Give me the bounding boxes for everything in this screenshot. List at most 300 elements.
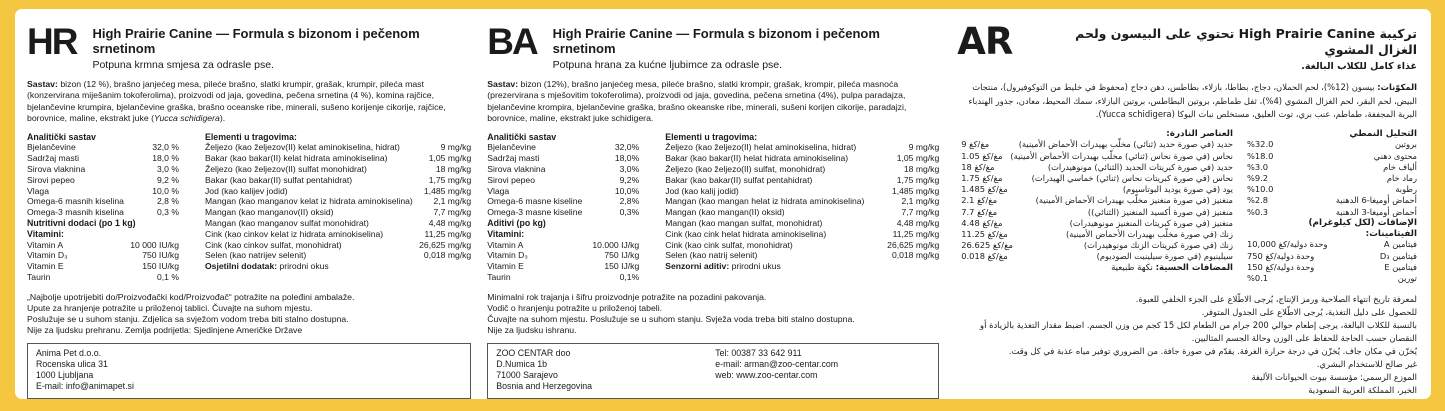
address-line: e-mail: arman@zoo-centar.com <box>715 358 839 369</box>
row-value: 3,0 % <box>157 164 179 175</box>
row-label: فيتامين E <box>1384 261 1417 272</box>
table-row <box>487 164 639 175</box>
table-row <box>487 240 639 251</box>
additives-title-ar: الإضافات (لكل كيلوغرام) <box>1308 217 1417 228</box>
address-line: Tel: 00387 33 642 911 <box>715 347 802 358</box>
language-code-ar: AR <box>957 20 1013 63</box>
table-row <box>205 175 471 186</box>
row-label: Bakar (kao bakar(II) kelat hidrata aminokiselina) <box>205 153 388 164</box>
row-label: فيتامين D₃ <box>1379 250 1417 261</box>
table-row <box>27 164 179 175</box>
row-label: فيتامين A <box>1383 239 1417 250</box>
note-line: Poslužuje se u suhom stanju. Zdjelica sa svježom vodom treba biti stalno dostupna. <box>27 313 349 324</box>
row-value: 18,0% <box>614 153 640 164</box>
row-label: Željezo (kao željezov(II) sulfat monohidrat) <box>205 164 367 175</box>
row-label: Sirova vlaknina <box>27 164 86 175</box>
row-value: 9 مغ/كغ <box>961 139 990 150</box>
row-value: 1,75 mg/kg <box>428 174 472 185</box>
row-label: Mangan (kao mangan helat iz hidrata aminokiselina) <box>665 196 865 207</box>
table-row <box>205 196 471 207</box>
table-row <box>205 207 471 218</box>
label-sheet <box>15 9 1431 399</box>
table-row <box>665 207 939 218</box>
row-label: Željezo (kao željezo(II) helat aminokiselina, hidrat) <box>665 142 857 153</box>
row-label: منغنيز (في صورة منغنيز مخلّب بهيدرات الأحماض الأمينية) <box>1035 195 1233 206</box>
sensory-label-ar: المضافات الحسية: <box>1155 262 1233 273</box>
vitamins-title-ba: Vitamini: <box>487 228 525 239</box>
row-label: Jod (kao kalij jodid) <box>665 185 739 196</box>
row-value: 1,485 mg/kg <box>423 185 472 196</box>
table-row <box>961 218 1233 229</box>
row-value: 18 mg/kg <box>435 164 472 175</box>
table-row <box>27 207 179 218</box>
product-title-ba: High Prairie Canine — Formula s bizonom i pečenom srnetinom <box>552 26 880 56</box>
note-line: „Najbolje upotrijebiti do/Proizvođački kod/Proizvođač“ potražite na poleđini ambalaže. <box>27 291 355 302</box>
row-label: Vitamin A <box>27 239 64 250</box>
product-subtitle-ar: غذاء كامل للكلاب البالغة. <box>1301 61 1417 72</box>
row-label: Bjelančevine <box>487 142 536 153</box>
row-value: 18 مغ/كغ <box>961 161 995 172</box>
row-label: زنك (في صورة مخلّب بهيدرات الأحماض الأمينية) <box>1066 228 1233 239</box>
trace-title-ba: Elementi u tragovima: <box>665 131 758 142</box>
table-row <box>205 250 471 261</box>
row-value: 4,48 mg/kg <box>896 218 940 228</box>
sensory-label-hr: Osjetilni dodatak: <box>205 261 278 272</box>
trace-title-ar: العناصر النادرة: <box>1166 128 1233 139</box>
composition-ba <box>487 79 939 125</box>
row-value: 1,75 mg/kg <box>896 174 940 185</box>
address-line: 71000 Sarajevo <box>496 370 558 381</box>
row-label: Vitamin D₃ <box>487 250 528 261</box>
note-line: للحصول على دليل التغذية، يُرجى الاطّلاع على الجدول المتوفر. <box>1201 307 1417 318</box>
sensory-value-ba: prirodni ukus <box>731 261 781 272</box>
table-row <box>27 240 179 251</box>
row-label: Omega-3 masne kiseline <box>487 207 583 218</box>
distributor-box-hr <box>27 343 471 399</box>
table-row <box>1247 207 1417 218</box>
row-label: Sadržaj masti <box>27 153 80 164</box>
table-row <box>1247 162 1417 173</box>
row-value: 7,7 mg/kg <box>433 207 472 218</box>
row-value: 2.1 مغ/كغ <box>961 195 998 206</box>
row-label: زنك (في صورة كبريتات الزنك مونوهيدرات) <box>1083 240 1233 251</box>
language-code-ba: BA <box>487 21 537 62</box>
row-label: Sadržaj masti <box>487 153 540 164</box>
note-line: غير صالح للاستخدام البشري. <box>1316 359 1417 370</box>
trace-table-ar <box>961 139 1233 262</box>
address-line: Rocenska ulica 31 <box>36 358 108 369</box>
row-label: Mangan (kao manganov sulfat monohidrat) <box>205 218 369 228</box>
header-hr <box>27 21 471 71</box>
table-row <box>27 272 179 283</box>
row-value: 9 mg/kg <box>908 142 940 153</box>
row-value: 18 mg/kg <box>903 164 940 175</box>
table-row <box>1247 273 1417 284</box>
note-line: لمعرفة تاريخ انتهاء الصلاحية ورمز الإنتاج، يُرجى الاطّلاع على الجزء الخلفي للعبوة. <box>1135 294 1417 305</box>
trace-table-hr <box>205 142 471 261</box>
vitamins-title-ar: الفيتامينات: <box>1365 228 1417 239</box>
distributor-box-ba <box>487 343 939 399</box>
trace-table-ba <box>665 142 939 261</box>
storage-notes-hr <box>27 292 471 336</box>
row-label: Selen (kao natrij selenit) <box>665 250 758 261</box>
address-line: ZOO CENTAR doo <box>496 347 571 358</box>
row-value: 26,625 mg/kg <box>419 239 472 250</box>
row-label: Željezo (kao željezov(II) kelat aminokiselina, hidrat) <box>205 142 400 153</box>
note-line: بالنسبة للكلاب البالغة، يرجى إطعام حوالي 200 جرام من الطعام لكل 15 كجم من وزن الجسم. اضبط مقدار التغذية بالزيادة أو النقصان حسب الحاجة للحفاظ على الوزن وحالة الجسم المثاليين. <box>980 320 1417 344</box>
table-row <box>1247 251 1417 262</box>
table-row <box>205 218 471 229</box>
row-value: 0,1 % <box>157 271 179 282</box>
table-row <box>487 250 639 261</box>
composition-ar <box>957 81 1417 122</box>
distributor-address-hr <box>36 348 462 393</box>
row-value: 9,2% <box>619 174 640 185</box>
row-label: Bakar (kao bakar(II) sulfat pentahidrat) <box>205 174 353 185</box>
product-title-ar: تركيبة High Prairie Canine تحتوي على البيسون ولحم الغزال المشوي <box>1075 26 1417 57</box>
table-row <box>665 142 939 153</box>
storage-notes-ba <box>487 292 939 336</box>
table-row <box>205 229 471 240</box>
product-subtitle-hr: Potpuna krmna smjesa za odrasle pse. <box>92 59 274 71</box>
row-label: Omega-3 masnih kiselina <box>27 207 124 218</box>
row-value: 4,48 mg/kg <box>428 218 472 228</box>
row-value: 10.000 IJ/kg <box>592 239 640 250</box>
row-value: 10,0 % <box>152 185 179 196</box>
table-row <box>27 186 179 197</box>
sensory-additive-ar <box>961 263 1233 274</box>
distributor-contact-ba <box>715 348 930 393</box>
table-row <box>665 196 939 207</box>
additives-title-ba: Aditivi (po kg) <box>487 218 546 228</box>
table-row <box>961 251 1233 262</box>
row-label: Cink (kao cinkov sulfat, monohidrat) <box>205 239 342 250</box>
analysis-column-ar <box>1247 129 1417 285</box>
header-text-ba <box>553 25 940 71</box>
row-value: 0,3 % <box>157 207 179 218</box>
row-value: %32.0 <box>1247 139 1274 150</box>
table-row <box>487 272 639 283</box>
header-ba <box>487 21 939 71</box>
row-value: %9.2 <box>1247 172 1269 183</box>
row-value: 0.018 مغ/كغ <box>961 251 1008 262</box>
row-label: Vitamin D₃ <box>27 250 68 261</box>
row-label: نحاس (في صورة كبريتات نحاس (ثنائي) خماسي الهيدرات) <box>1031 172 1233 183</box>
row-value: 1,05 mg/kg <box>896 153 940 164</box>
table-row <box>27 142 179 153</box>
table-row <box>665 186 939 197</box>
row-value: 1,485 mg/kg <box>891 185 940 196</box>
trace-column-ba <box>665 132 939 283</box>
storage-notes-ar <box>957 293 1417 397</box>
row-label: Željezo (kao željezo(II) sulfat, monohidrat) <box>665 164 826 175</box>
header-text-ar <box>1028 25 1417 73</box>
row-value: 2,8% <box>619 196 640 207</box>
row-label: Cink (kao cink sulfat, monohidrat) <box>665 239 793 250</box>
row-label: أحماض أوميغا-6 الدهنية <box>1335 195 1417 206</box>
table-row <box>27 250 179 261</box>
row-value: %18.0 <box>1247 150 1274 161</box>
row-value: 10 000 IU/kg <box>130 239 179 250</box>
address-line: Bosnia and Herzegovina <box>496 381 593 392</box>
row-label: Mangan (kao mangan(II) oksid) <box>665 207 785 218</box>
table-row <box>27 196 179 207</box>
vitamins-table-ar <box>1247 239 1417 284</box>
row-label: رماد خام <box>1386 172 1417 183</box>
composition-latin-name-hr: Yucca schidigera <box>154 113 220 124</box>
analysis-title-ba: Analitički sastav <box>487 131 557 142</box>
row-label: ألياف خام <box>1383 161 1417 172</box>
analysis-title-hr: Analitički sastav <box>27 131 96 142</box>
table-row <box>487 207 639 218</box>
analysis-table-ba <box>487 142 639 218</box>
row-value: 1,05 mg/kg <box>428 153 472 164</box>
table-row <box>1247 139 1417 150</box>
row-label: Mangan (kao manganov(II) oksid) <box>205 207 334 218</box>
table-row <box>27 175 179 186</box>
note-line: Minimalni rok trajanja i šifru proizvodnje potražite na pozadini pakovanja. <box>487 291 767 302</box>
composition-text-ar: بيسون (12%)، لحم الحملان، دجاج، بطاطا، بازلاء، بطاطس، دهن دجاج (محفوظ في خليط من التوكوفيرول)، منتجات البيض، لحم البقر، لحم الغزال المشوي (4%)، ثفل طماطم، بروتين البطاطس، بروتين البازلاء، سمك المحيط، معادن، جذور الهندباء البرية المجففة، طماطم، عنب بري، توت العليق، مستخلص نبات اليوكا (Yucca schidigera). <box>968 82 1417 119</box>
table-row <box>487 153 639 164</box>
row-value: 1.05 مغ/كغ <box>961 150 1003 161</box>
row-value: 1.485 مغ/كغ <box>961 184 1008 195</box>
table-row <box>487 142 639 153</box>
row-value: 11.25 مغ/كغ <box>961 228 1008 239</box>
address-line: 1000 Ljubljana <box>36 370 94 381</box>
panel-hr <box>23 19 485 399</box>
row-label: نحاس (في صورة نحاس (ثنائي) مخلّب بهيدرات الأحماض الأمينية) <box>1010 150 1233 161</box>
note-line: الخبر، المملكة العربية السعودية <box>1308 385 1417 396</box>
row-label: محتوى دهني <box>1373 150 1417 161</box>
language-code-hr: HR <box>27 21 77 62</box>
row-value: 10,000 وحدة دولية/كغ <box>1247 239 1328 250</box>
sensory-value-hr: prirodni okus <box>279 261 329 272</box>
row-value: 3,0% <box>619 164 640 175</box>
table-row <box>961 184 1233 195</box>
table-row <box>205 142 471 153</box>
note-line: Vodič o hranjenju potražite u priloženoj tabeli. <box>487 302 663 313</box>
table-row <box>665 218 939 229</box>
address-line: Anima Pet d.o.o. <box>36 347 102 358</box>
row-label: Vlaga <box>487 185 510 196</box>
row-label: Vitamin A <box>487 239 524 250</box>
table-row <box>665 164 939 175</box>
panel-ar <box>953 19 1421 399</box>
row-label: Vlaga <box>27 185 49 196</box>
row-value: 11,25 mg/kg <box>424 228 472 239</box>
trace-column-ar <box>961 129 1233 285</box>
table-row <box>961 240 1233 251</box>
analysis-section-ar <box>957 129 1417 285</box>
table-row <box>487 196 639 207</box>
table-row <box>665 240 939 251</box>
row-value: 0,1% <box>619 271 640 282</box>
row-value: 11,25 mg/kg <box>892 228 940 239</box>
row-label: Cink (kao cink helat hidrata aminokiselina) <box>665 228 827 239</box>
table-row <box>27 153 179 164</box>
row-value: %0.1 <box>1247 272 1269 283</box>
product-subtitle-ba: Potpuna hrana za kućne ljubimce za odrasle pse. <box>552 59 783 71</box>
row-value: 32,0% <box>614 142 640 153</box>
analysis-section-ba <box>487 132 939 283</box>
row-label: منغنيز (في صورة أكسيد المنغنيز (الثنائي)) <box>1087 206 1233 217</box>
row-value: %0.3 <box>1247 206 1269 217</box>
row-value: 26.625 مغ/كغ <box>961 240 1013 251</box>
analysis-column-hr <box>27 132 179 283</box>
table-row <box>665 175 939 186</box>
table-row <box>961 195 1233 206</box>
row-label: Taurin <box>487 271 511 282</box>
row-value: 7.7 مغ/كغ <box>961 206 998 217</box>
row-value: 26,625 mg/kg <box>887 239 940 250</box>
row-label: Bakar (kao bakar(II) sulfat pentahidrat) <box>665 174 813 185</box>
row-label: Omega-6 masne kiseline <box>487 196 583 207</box>
table-row <box>487 175 639 186</box>
analysis-table-ar <box>1247 139 1417 217</box>
row-label: منغنيز (في صورة كبريتات المنغنيز مونوهيدرات) <box>1069 217 1233 228</box>
address-line: E-mail: info@animapet.si <box>36 381 134 392</box>
table-row <box>205 186 471 197</box>
table-row <box>961 173 1233 184</box>
row-label: بروتين <box>1394 139 1417 150</box>
row-value: 10,0% <box>614 185 640 196</box>
row-value: 750 IU/kg <box>142 250 179 261</box>
note-line: Čuvajte na suhom mjestu. Poslužuje se u suhom stanju. Svježa voda treba biti stalno dostupna. <box>487 313 855 324</box>
vitamins-title-hr: Vitamini: <box>27 228 64 239</box>
row-value: 150 IU/kg <box>142 261 179 272</box>
row-value: 0,018 mg/kg <box>423 250 472 261</box>
table-row <box>665 153 939 164</box>
row-label: Mangan (kao manganov kelat iz hidrata aminokiselina) <box>205 196 413 207</box>
table-row <box>961 229 1233 240</box>
row-label: Omega-6 masnih kiselina <box>27 196 124 207</box>
row-value: 9 mg/kg <box>440 142 472 153</box>
table-row <box>961 162 1233 173</box>
table-row <box>665 250 939 261</box>
table-row <box>1247 239 1417 250</box>
sensory-label-ba: Senzorni aditiv: <box>665 261 730 272</box>
composition-hr <box>27 79 471 125</box>
table-row <box>205 240 471 251</box>
note-line: الموزع الرسمي: مؤسسة بيوت الحيوانات الأليفة <box>1251 372 1417 383</box>
composition-text-ba: bizon (12%), brašno janjećeg mesa, pileće brašno, slatki krompir, grašak, krompir, pileća masnoća (prezervirana s mješovitim tokoferolima), proizvodi od jaja, govedina, pečena srnetina (4%), pulpa paradajza, bjelančevine krompira, bjelančevine graška, brašno okeanske ribe, minerali, sušeni korijen cikorije, paradajzi, borovnice, maline, ekstrakt juke schidigera. <box>487 79 907 124</box>
product-title-hr: High Prairie Canine — Formula s bizonom i pečenom srnetinom <box>92 26 420 56</box>
row-label: Sirova vlaknina <box>487 164 546 175</box>
table-row <box>487 186 639 197</box>
row-label: تورين <box>1397 272 1417 283</box>
table-row <box>27 261 179 272</box>
distributor-address-ba <box>496 348 715 393</box>
table-row <box>665 229 939 240</box>
row-label: Jod (kao kalijev jodid) <box>205 185 288 196</box>
address-line: web: www.zoo-centar.com <box>715 370 818 381</box>
composition-text-hr: bizon (12 %), brašno janjećeg mesa, pileće brašno, slatki krumpir, grašak, krumpir, pileća mast (konzervirana miješanim tokoferolima), proizvodi od jaja, govedina, pečena srnetina (4 %), komina rajčice, bjelančevine krumpira, bjelančevine graška, brašno oceanske ribe, minerali, sušeno korijenje cikorije, rajčice, borovnice, maline, ekstrakt juke ( <box>27 79 446 124</box>
row-value: %3.0 <box>1247 161 1269 172</box>
row-label: Vitamin E <box>487 261 524 272</box>
row-value: 9,2 % <box>157 174 179 185</box>
row-label: يود (في صورة يوديد البوتاسيوم) <box>1122 184 1233 195</box>
row-value: 750 IJ/kg <box>604 250 640 261</box>
row-value: 150 IJ/kg <box>604 261 640 272</box>
row-value: 7,7 mg/kg <box>901 207 940 218</box>
row-value: 750 وحدة دولية/كغ <box>1247 250 1315 261</box>
table-row <box>961 139 1233 150</box>
table-row <box>205 153 471 164</box>
row-value: 1.75 مغ/كغ <box>961 172 1003 183</box>
row-value: 2,1 mg/kg <box>433 196 472 207</box>
row-label: رطوبة <box>1395 184 1417 195</box>
composition-label-ar: المكوّنات: <box>1377 82 1417 92</box>
analysis-column-ba <box>487 132 639 283</box>
table-row <box>487 261 639 272</box>
table-row <box>1247 262 1417 273</box>
row-label: حديد (في صورة حديد (ثنائي) مخلّب بهيدرات الأحماض الأمينية) <box>1018 139 1233 150</box>
row-value: 32,0 % <box>152 142 179 153</box>
note-line: Upute za hranjenje potražite u priloženoj tablici. Čuvajte na suhom mjestu. <box>27 302 313 313</box>
additives-title-hr: Nutritivni dodaci (po 1 kg) <box>27 218 136 228</box>
row-value: 2,1 mg/kg <box>901 196 940 207</box>
analysis-section-hr <box>27 132 471 283</box>
composition-label-ba: Sastav: <box>487 79 519 89</box>
sensory-additive-hr <box>205 261 471 272</box>
table-row <box>961 207 1233 218</box>
vitamins-table-hr <box>27 240 179 283</box>
row-label: Selen (kao natrijev selenit) <box>205 250 307 261</box>
table-row <box>1247 151 1417 162</box>
note-line: يُخزّن في مكان جاف. يُخزّن في درجة حرارة الغرفة. يقدّم في صورة جافة. من الضروري توفير مياه عذبة في كل وقت. <box>1008 346 1417 357</box>
row-value: 150 وحدة دولية/كغ <box>1247 261 1315 272</box>
analysis-title-ar: التحليل النمطي <box>1349 128 1417 139</box>
table-row <box>1247 184 1417 195</box>
row-label: Taurin <box>27 271 51 282</box>
row-label: سيلينيوم (في صورة سيلينيت الصوديوم) <box>1096 251 1233 262</box>
row-label: Bakar (kao bakar(II) helat hidrata aminokiselina) <box>665 153 849 164</box>
trace-column-hr <box>205 132 471 283</box>
composition-tail-hr: ). <box>219 113 226 124</box>
trace-title-hr: Elementi u tragovima: <box>205 131 297 142</box>
row-label: حديد (في صورة كبريتات الحديد (الثنائي) مونوهيدرات) <box>1047 161 1233 172</box>
table-row <box>205 164 471 175</box>
row-value: 0,3% <box>619 207 640 218</box>
row-value: 0,018 mg/kg <box>891 250 940 261</box>
vitamins-table-ba <box>487 240 639 283</box>
analysis-table-hr <box>27 142 179 218</box>
row-value: %10.0 <box>1247 184 1274 195</box>
address-line: D.Numica 1b <box>496 358 548 369</box>
composition-label-hr: Sastav: <box>27 79 58 89</box>
note-line: Nije za ljudsku ishranu. <box>487 324 577 335</box>
table-row <box>1247 173 1417 184</box>
row-label: Sirovi pepeo <box>27 174 75 185</box>
table-row <box>961 151 1233 162</box>
row-label: Sirovi pepeo <box>487 174 535 185</box>
row-label: Bjelančevine <box>27 142 76 153</box>
row-label: Mangan (kao mangan sulfat, monohidrat) <box>665 218 823 228</box>
row-value: 18,0 % <box>152 153 179 164</box>
header-ar <box>957 20 1417 73</box>
row-value: %2.8 <box>1247 195 1269 206</box>
row-value: 4.48 مغ/كغ <box>961 217 1003 228</box>
row-label: Cink (kao cinkov kelat iz hidrata aminokiselina) <box>205 228 384 239</box>
note-line: Nije za ljudsku prehranu. Zemlja podrijetla: Sjedinjene Američke Države <box>27 324 303 335</box>
sensory-value-ar: نكهة طبيعية <box>1111 262 1153 273</box>
row-label: Vitamin E <box>27 261 64 272</box>
header-text-hr <box>92 25 471 71</box>
table-row <box>1247 195 1417 206</box>
panel-ba <box>485 19 953 399</box>
row-value: 2,8 % <box>157 196 179 207</box>
sensory-additive-ba <box>665 261 939 272</box>
